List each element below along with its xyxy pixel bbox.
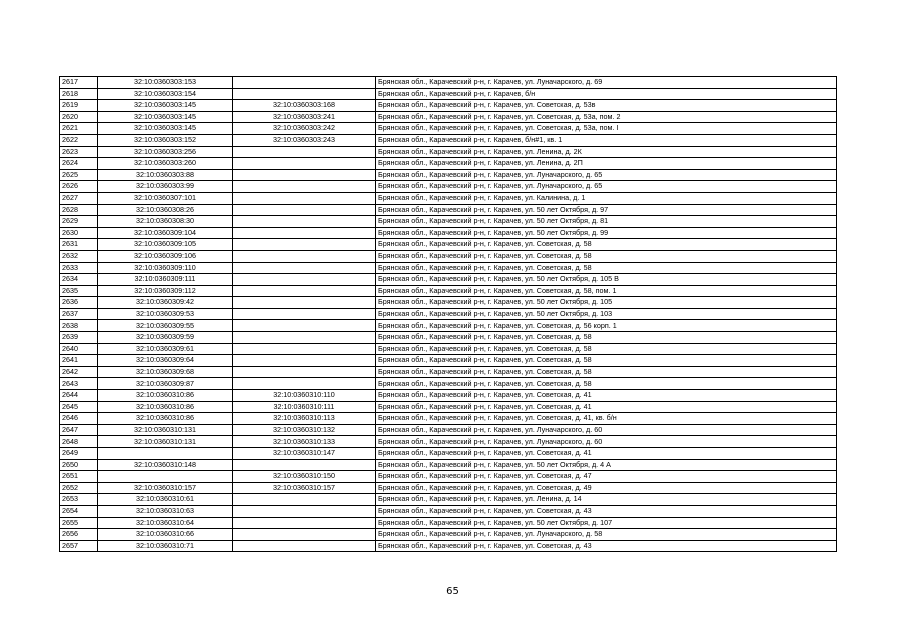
cadastral-number-cell: 32:10:0360309:87 xyxy=(98,378,233,390)
row-number-cell: 2620 xyxy=(60,111,98,123)
address-cell: Брянская обл., Карачевский р-н, г. Карачев, ул. Луначарского, д. 60 xyxy=(376,424,837,436)
row-number-cell: 2631 xyxy=(60,239,98,251)
table-row xyxy=(60,459,837,471)
related-cadastral-number-cell xyxy=(233,459,376,471)
cadastral-number-cell: 32:10:0360303:145 xyxy=(98,123,233,135)
related-cadastral-number-cell: 32:10:0360310:147 xyxy=(233,448,376,460)
table-row xyxy=(60,285,837,297)
related-cadastral-number-cell xyxy=(233,320,376,332)
related-cadastral-number-cell xyxy=(233,158,376,170)
table-row xyxy=(60,134,837,146)
cadastral-number-cell: 32:10:0360309:112 xyxy=(98,285,233,297)
related-cadastral-number-cell xyxy=(233,262,376,274)
row-number-cell: 2626 xyxy=(60,181,98,193)
related-cadastral-number-cell xyxy=(233,285,376,297)
row-number-cell: 2633 xyxy=(60,262,98,274)
address-cell: Брянская обл., Карачевский р-н, г. Карачев, ул. Советская, д. 56 корп. 1 xyxy=(376,320,837,332)
cadastral-number-cell: 32:10:0360309:104 xyxy=(98,227,233,239)
row-number-cell: 2628 xyxy=(60,204,98,216)
cadastral-number-cell: 32:10:0360307:101 xyxy=(98,192,233,204)
related-cadastral-number-cell xyxy=(233,332,376,344)
cadastral-number-cell: 32:10:0360309:105 xyxy=(98,239,233,251)
table-row xyxy=(60,308,837,320)
address-cell: Брянская обл., Карачевский р-н, г. Карачев, ул. Ленина, д. 2К xyxy=(376,146,837,158)
table-row xyxy=(60,274,837,286)
address-cell: Брянская обл., Карачевский р-н, г. Карачев, ул. Советская, д. 58 xyxy=(376,239,837,251)
table-row xyxy=(60,494,837,506)
table-row xyxy=(60,390,837,402)
related-cadastral-number-cell xyxy=(233,88,376,100)
row-number-cell: 2649 xyxy=(60,448,98,460)
row-number-cell: 2640 xyxy=(60,343,98,355)
address-cell: Брянская обл., Карачевский р-н, г. Карачев, ул. Советская, д. 58 xyxy=(376,378,837,390)
table-row xyxy=(60,540,837,552)
row-number-cell: 2621 xyxy=(60,123,98,135)
related-cadastral-number-cell xyxy=(233,227,376,239)
address-cell: Брянская обл., Карачевский р-н, г. Карачев, ул. Советская, д. 41 xyxy=(376,401,837,413)
row-number-cell: 2650 xyxy=(60,459,98,471)
address-cell: Брянская обл., Карачевский р-н, г. Карачев, ул. Ленина, д. 2П xyxy=(376,158,837,170)
row-number-cell: 2646 xyxy=(60,413,98,425)
related-cadastral-number-cell: 32:10:0360310:113 xyxy=(233,413,376,425)
cadastral-number-cell: 32:10:0360303:88 xyxy=(98,169,233,181)
table-row xyxy=(60,517,837,529)
row-number-cell: 2629 xyxy=(60,216,98,228)
cadastral-number-cell: 32:10:0360310:131 xyxy=(98,424,233,436)
address-cell: Брянская обл., Карачевский р-н, г. Карачев, ул. Луначарского, д. 65 xyxy=(376,181,837,193)
cadastral-number-cell: 32:10:0360310:86 xyxy=(98,390,233,402)
cadastral-number-cell: 32:10:0360303:153 xyxy=(98,77,233,89)
cadastral-number-cell: 32:10:0360310:71 xyxy=(98,540,233,552)
row-number-cell: 2638 xyxy=(60,320,98,332)
address-cell: Брянская обл., Карачевский р-н, г. Карачев, ул. 50 лет Октября, д. 107 xyxy=(376,517,837,529)
related-cadastral-number-cell xyxy=(233,297,376,309)
cadastral-number-cell: 32:10:0360303:260 xyxy=(98,158,233,170)
address-cell: Брянская обл., Карачевский р-н, г. Карачев, б/н xyxy=(376,88,837,100)
address-cell: Брянская обл., Карачевский р-н, г. Карачев, ул. Ленина, д. 14 xyxy=(376,494,837,506)
table-row xyxy=(60,320,837,332)
related-cadastral-number-cell xyxy=(233,181,376,193)
address-cell: Брянская обл., Карачевский р-н, г. Карачев, ул. Советская, д. 58 xyxy=(376,332,837,344)
address-cell: Брянская обл., Карачевский р-н, г. Карачев, ул. 50 лет Октября, д. 103 xyxy=(376,308,837,320)
table-row xyxy=(60,250,837,262)
table-row xyxy=(60,401,837,413)
address-cell: Брянская обл., Карачевский р-н, г. Карачев, ул. Калинина, д. 1 xyxy=(376,192,837,204)
table-row xyxy=(60,77,837,89)
related-cadastral-number-cell xyxy=(233,505,376,517)
address-cell: Брянская обл., Карачевский р-н, г. Карачев, ул. Советская, д. 41 xyxy=(376,390,837,402)
table-row xyxy=(60,88,837,100)
related-cadastral-number-cell: 32:10:0360310:157 xyxy=(233,482,376,494)
row-number-cell: 2651 xyxy=(60,471,98,483)
cadastral-number-cell: 32:10:0360309:61 xyxy=(98,343,233,355)
table-row xyxy=(60,505,837,517)
cadastral-number-cell: 32:10:0360309:106 xyxy=(98,250,233,262)
table-row xyxy=(60,355,837,367)
address-cell: Брянская обл., Карачевский р-н, г. Карачев, ул. Советская, д. 58 xyxy=(376,366,837,378)
table-row xyxy=(60,482,837,494)
table-row xyxy=(60,123,837,135)
row-number-cell: 2624 xyxy=(60,158,98,170)
table-row xyxy=(60,529,837,541)
address-cell: Брянская обл., Карачевский р-н, г. Карачев, ул. Советская, д. 41, кв. б/н xyxy=(376,413,837,425)
cadastral-number-cell: 32:10:0360310:157 xyxy=(98,482,233,494)
cadastral-number-cell: 32:10:0360309:110 xyxy=(98,262,233,274)
related-cadastral-number-cell xyxy=(233,308,376,320)
related-cadastral-number-cell xyxy=(233,192,376,204)
address-cell: Брянская обл., Карачевский р-н, г. Карачев, ул. Советская, д. 58 xyxy=(376,355,837,367)
related-cadastral-number-cell: 32:10:0360310:133 xyxy=(233,436,376,448)
cadastral-number-cell: 32:10:0360303:145 xyxy=(98,111,233,123)
table-row xyxy=(60,146,837,158)
table-row xyxy=(60,332,837,344)
table-row xyxy=(60,297,837,309)
cadastral-number-cell: 32:10:0360309:68 xyxy=(98,366,233,378)
table-row xyxy=(60,111,837,123)
related-cadastral-number-cell: 32:10:0360310:150 xyxy=(233,471,376,483)
cadastral-number-cell: 32:10:0360309:53 xyxy=(98,308,233,320)
page-number: 65 xyxy=(446,586,459,597)
cadastral-number-cell: 32:10:0360309:111 xyxy=(98,274,233,286)
table-row xyxy=(60,100,837,112)
row-number-cell: 2627 xyxy=(60,192,98,204)
table-row xyxy=(60,262,837,274)
related-cadastral-number-cell: 32:10:0360303:241 xyxy=(233,111,376,123)
table-row xyxy=(60,343,837,355)
related-cadastral-number-cell xyxy=(233,355,376,367)
address-cell: Брянская обл., Карачевский р-н, г. Карачев, ул. Луначарского, д. 65 xyxy=(376,169,837,181)
row-number-cell: 2618 xyxy=(60,88,98,100)
table-row xyxy=(60,378,837,390)
related-cadastral-number-cell: 32:10:0360310:111 xyxy=(233,401,376,413)
address-cell: Брянская обл., Карачевский р-н, г. Карачев, ул. Советская, д. 43 xyxy=(376,540,837,552)
address-cell: Брянская обл., Карачевский р-н, г. Карачев, ул. Советская, д. 43 xyxy=(376,505,837,517)
address-cell: Брянская обл., Карачевский р-н, г. Карачев, ул. Советская, д. 53а, пом. I xyxy=(376,123,837,135)
related-cadastral-number-cell xyxy=(233,204,376,216)
address-cell: Брянская обл., Карачевский р-н, г. Карачев, ул. Советская, д. 58 xyxy=(376,262,837,274)
table-row xyxy=(60,424,837,436)
row-number-cell: 2641 xyxy=(60,355,98,367)
row-number-cell: 2632 xyxy=(60,250,98,262)
row-number-cell: 2630 xyxy=(60,227,98,239)
address-cell: Брянская обл., Карачевский р-н, г. Карачев, ул. 50 лет Октября, д. 105 xyxy=(376,297,837,309)
cadastral-number-cell: 32:10:0360308:30 xyxy=(98,216,233,228)
cadastral-number-cell: 32:10:0360303:99 xyxy=(98,181,233,193)
cadastral-number-cell: 32:10:0360310:131 xyxy=(98,436,233,448)
address-cell: Брянская обл., Карачевский р-н, г. Карачев, ул. Советская, д. 53а, пом. 2 xyxy=(376,111,837,123)
related-cadastral-number-cell: 32:10:0360303:242 xyxy=(233,123,376,135)
address-cell: Брянская обл., Карачевский р-н, г. Карачев, ул. Советская, д. 53в xyxy=(376,100,837,112)
table-row xyxy=(60,169,837,181)
related-cadastral-number-cell xyxy=(233,517,376,529)
table-row xyxy=(60,471,837,483)
related-cadastral-number-cell xyxy=(233,378,376,390)
row-number-cell: 2639 xyxy=(60,332,98,344)
property-register-table xyxy=(59,76,837,552)
related-cadastral-number-cell xyxy=(233,77,376,89)
table-row xyxy=(60,366,837,378)
cadastral-number-cell: 32:10:0360303:154 xyxy=(98,88,233,100)
address-cell: Брянская обл., Карачевский р-н, г. Карачев, ул. Советская, д. 58 xyxy=(376,343,837,355)
cadastral-number-cell: 32:10:0360309:64 xyxy=(98,355,233,367)
cadastral-number-cell: 32:10:0360310:63 xyxy=(98,505,233,517)
related-cadastral-number-cell xyxy=(233,239,376,251)
related-cadastral-number-cell xyxy=(233,146,376,158)
table-row xyxy=(60,158,837,170)
related-cadastral-number-cell xyxy=(233,366,376,378)
row-number-cell: 2654 xyxy=(60,505,98,517)
cadastral-number-cell xyxy=(98,448,233,460)
related-cadastral-number-cell xyxy=(233,250,376,262)
row-number-cell: 2634 xyxy=(60,274,98,286)
cadastral-number-cell: 32:10:0360310:86 xyxy=(98,401,233,413)
address-cell: Брянская обл., Карачевский р-н, г. Карачев, ул. Луначарского, д. 58 xyxy=(376,529,837,541)
cadastral-number-cell: 32:10:0360309:55 xyxy=(98,320,233,332)
row-number-cell: 2625 xyxy=(60,169,98,181)
row-number-cell: 2645 xyxy=(60,401,98,413)
cadastral-number-cell: 32:10:0360310:148 xyxy=(98,459,233,471)
address-cell: Брянская обл., Карачевский р-н, г. Карачев, ул. Советская, д. 47 xyxy=(376,471,837,483)
row-number-cell: 2619 xyxy=(60,100,98,112)
row-number-cell: 2622 xyxy=(60,134,98,146)
address-cell: Брянская обл., Карачевский р-н, г. Карачев, ул. Луначарского, д. 60 xyxy=(376,436,837,448)
address-cell: Брянская обл., Карачевский р-н, г. Карачев, б/н#1, кв. 1 xyxy=(376,134,837,146)
cadastral-number-cell: 32:10:0360303:256 xyxy=(98,146,233,158)
related-cadastral-number-cell xyxy=(233,540,376,552)
row-number-cell: 2623 xyxy=(60,146,98,158)
cadastral-number-cell: 32:10:0360303:145 xyxy=(98,100,233,112)
cadastral-number-cell: 32:10:0360310:86 xyxy=(98,413,233,425)
address-cell: Брянская обл., Карачевский р-н, г. Карачев, ул. Советская, д. 41 xyxy=(376,448,837,460)
cadastral-number-cell: 32:10:0360310:66 xyxy=(98,529,233,541)
table-row xyxy=(60,436,837,448)
table-row xyxy=(60,181,837,193)
row-number-cell: 2617 xyxy=(60,77,98,89)
cadastral-number-cell: 32:10:0360309:59 xyxy=(98,332,233,344)
row-number-cell: 2652 xyxy=(60,482,98,494)
row-number-cell: 2655 xyxy=(60,517,98,529)
related-cadastral-number-cell xyxy=(233,529,376,541)
cadastral-number-cell: 32:10:0360309:42 xyxy=(98,297,233,309)
row-number-cell: 2657 xyxy=(60,540,98,552)
address-cell: Брянская обл., Карачевский р-н, г. Карачев, ул. 50 лет Октября, д. 4 А xyxy=(376,459,837,471)
related-cadastral-number-cell xyxy=(233,343,376,355)
address-cell: Брянская обл., Карачевский р-н, г. Карачев, ул. 50 лет Октября, д. 81 xyxy=(376,216,837,228)
cadastral-number-cell xyxy=(98,471,233,483)
address-cell: Брянская обл., Карачевский р-н, г. Карачев, ул. 50 лет Октября, д. 105 В xyxy=(376,274,837,286)
row-number-cell: 2656 xyxy=(60,529,98,541)
cadastral-number-cell: 32:10:0360308:26 xyxy=(98,204,233,216)
row-number-cell: 2635 xyxy=(60,285,98,297)
related-cadastral-number-cell xyxy=(233,169,376,181)
table-row xyxy=(60,204,837,216)
table-row xyxy=(60,413,837,425)
address-cell: Брянская обл., Карачевский р-н, г. Карачев, ул. 50 лет Октября, д. 97 xyxy=(376,204,837,216)
related-cadastral-number-cell: 32:10:0360303:243 xyxy=(233,134,376,146)
row-number-cell: 2653 xyxy=(60,494,98,506)
row-number-cell: 2643 xyxy=(60,378,98,390)
row-number-cell: 2644 xyxy=(60,390,98,402)
address-cell: Брянская обл., Карачевский р-н, г. Карачев, ул. Советская, д. 49 xyxy=(376,482,837,494)
cadastral-number-cell: 32:10:0360303:152 xyxy=(98,134,233,146)
table-row xyxy=(60,216,837,228)
row-number-cell: 2636 xyxy=(60,297,98,309)
related-cadastral-number-cell xyxy=(233,216,376,228)
address-cell: Брянская обл., Карачевский р-н, г. Карачев, ул. Советская, д. 58 xyxy=(376,250,837,262)
row-number-cell: 2642 xyxy=(60,366,98,378)
table-row xyxy=(60,227,837,239)
related-cadastral-number-cell xyxy=(233,274,376,286)
register-table-body xyxy=(60,77,837,552)
related-cadastral-number-cell: 32:10:0360310:132 xyxy=(233,424,376,436)
related-cadastral-number-cell: 32:10:0360303:168 xyxy=(233,100,376,112)
row-number-cell: 2647 xyxy=(60,424,98,436)
table-row xyxy=(60,239,837,251)
address-cell: Брянская обл., Карачевский р-н, г. Карачев, ул. Луначарского, д. 69 xyxy=(376,77,837,89)
address-cell: Брянская обл., Карачевский р-н, г. Карачев, ул. Советская, д. 58, пом. 1 xyxy=(376,285,837,297)
cadastral-number-cell: 32:10:0360310:64 xyxy=(98,517,233,529)
related-cadastral-number-cell xyxy=(233,494,376,506)
row-number-cell: 2648 xyxy=(60,436,98,448)
cadastral-number-cell: 32:10:0360310:61 xyxy=(98,494,233,506)
related-cadastral-number-cell: 32:10:0360310:110 xyxy=(233,390,376,402)
row-number-cell: 2637 xyxy=(60,308,98,320)
table-row xyxy=(60,448,837,460)
table-row xyxy=(60,192,837,204)
address-cell: Брянская обл., Карачевский р-н, г. Карачев, ул. 50 лет Октября, д. 99 xyxy=(376,227,837,239)
